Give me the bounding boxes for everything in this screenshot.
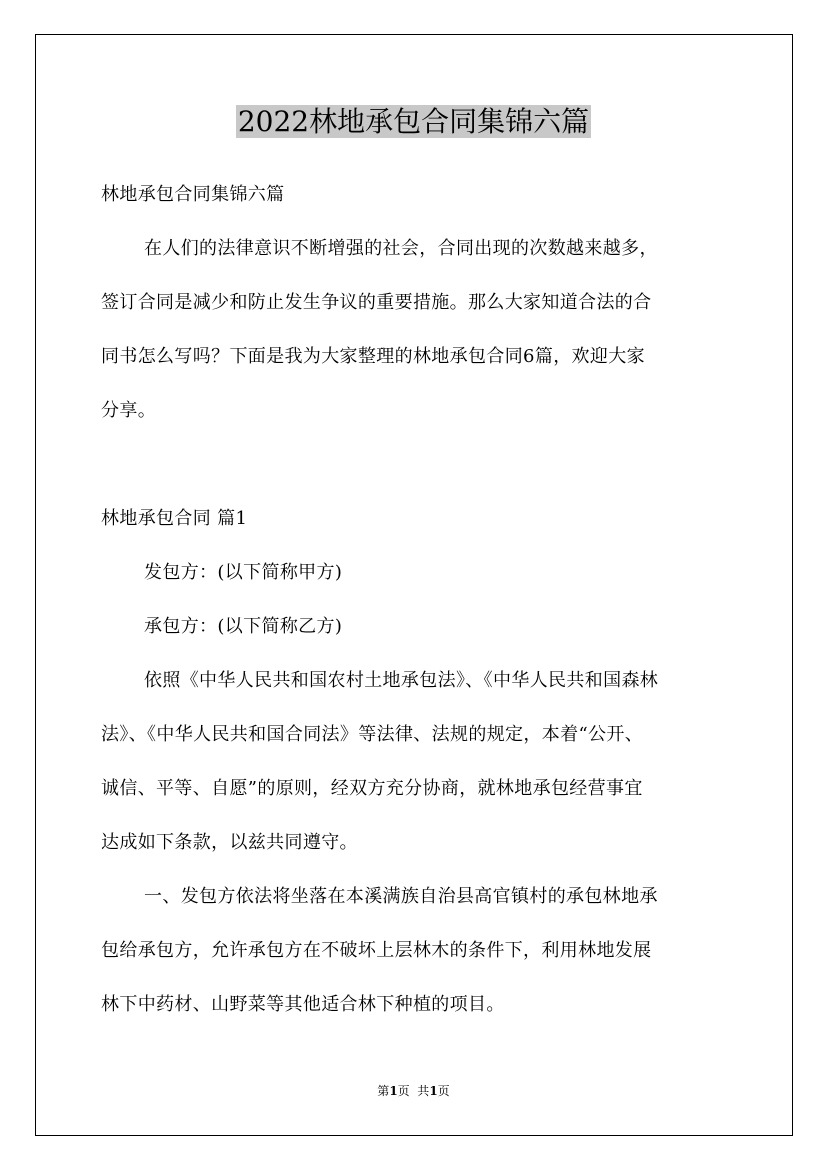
clause-1-line-3: 林下中药材、山野菜等其他适合林下种植的项目。 xyxy=(101,994,505,1015)
footer-page-total: 1 xyxy=(429,1084,438,1098)
footer-page-mid: 页 共 xyxy=(397,1084,430,1098)
footer-page-post: 页 xyxy=(437,1084,450,1098)
intro-line-2: 签订合同是减少和防止发生争议的重要措施。那么大家知道合法的合 xyxy=(101,292,652,313)
party-a-line: 发包方：(以下简称甲方) xyxy=(144,562,343,583)
basis-line-1: 依照《中华人民共和国农村土地承包法》、《中华人民共和国森林 xyxy=(144,670,659,691)
document-subtitle: 林地承包合同集锦六篇 xyxy=(101,184,285,205)
footer-page-pre: 第 xyxy=(377,1084,390,1098)
clause-1-line-2: 包给承包方，允许承包方在不破坏上层林木的条件下，利用林地发展 xyxy=(101,940,652,961)
intro-line-3: 同书怎么写吗？下面是我为大家整理的林地承包合同6篇，欢迎大家 xyxy=(101,346,645,367)
footer-page-number: 1 xyxy=(389,1084,398,1098)
basis-line-4: 达成如下条款，以兹共同遵守。 xyxy=(101,832,358,853)
section-heading: 林地承包合同 篇1 xyxy=(101,508,248,529)
basis-line-2: 法》、《中华人民共和国合同法》等法律、法规的规定，本着“公开、 xyxy=(101,724,644,745)
page-footer xyxy=(0,1083,827,1099)
clause-1-line-1: 一、发包方依法将坐落在本溪满族自治县高官镇村的承包林地承 xyxy=(144,886,658,907)
basis-line-3: 诚信、平等、自愿”的原则，经双方充分协商，就林地承包经营事宜 xyxy=(101,778,643,799)
party-b-line: 承包方：(以下简称乙方) xyxy=(144,616,343,637)
intro-line-4: 分享。 xyxy=(101,400,157,421)
document-title xyxy=(0,102,827,142)
document-title-text: 2022林地承包合同集锦六篇 xyxy=(237,105,590,138)
intro-line-1: 在人们的法律意识不断增强的社会，合同出现的次数越来越多， xyxy=(144,238,658,259)
